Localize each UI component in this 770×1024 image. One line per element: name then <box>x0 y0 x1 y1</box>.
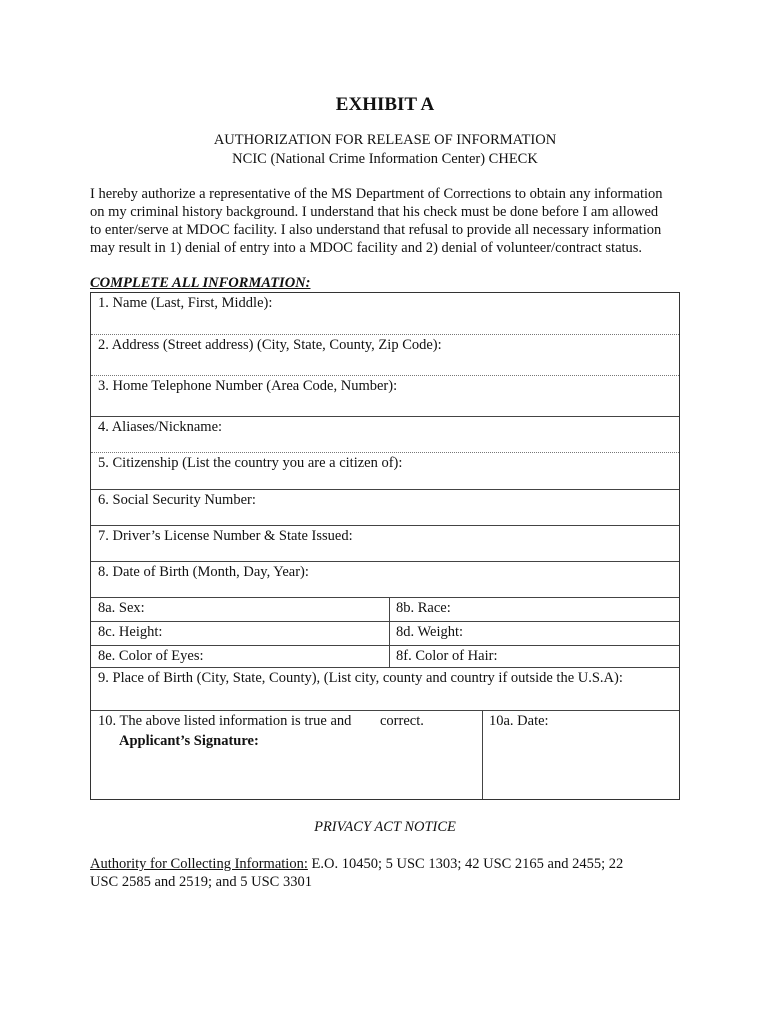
address-field[interactable] <box>91 355 679 375</box>
privacy-act-heading: PRIVACY ACT NOTICE <box>314 819 456 835</box>
authorization-paragraph <box>90 185 690 257</box>
citizenship-row <box>91 453 679 490</box>
ssn-row <box>91 490 679 526</box>
name-label: 1. Name (Last, First, Middle): <box>98 295 273 311</box>
attestation-text: 10. The above listed information is true and <box>98 713 352 729</box>
paragraph-line: may result in 1) denial of entry into a MDOC facility and 2) denial of volunteer/contract status. <box>90 240 643 256</box>
eyes-hair-row <box>91 646 679 668</box>
signature-row <box>91 711 679 799</box>
paragraph-line: to enter/serve at MDOC facility. I also understand that refusal to provide all necessary information <box>90 222 662 238</box>
form-subtitle: AUTHORIZATION FOR RELEASE OF INFORMATION <box>213 132 557 148</box>
authority-label: Authority for Collecting Information: <box>90 856 308 872</box>
citizenship-label: 5. Citizenship (List the country you are a citizen of): <box>98 455 403 471</box>
authority-paragraph <box>90 855 690 891</box>
dob-row <box>91 562 679 598</box>
date-field[interactable] <box>489 733 674 793</box>
citizenship-field[interactable] <box>91 473 679 489</box>
address-row <box>91 335 679 376</box>
hair-label[interactable]: 8f. Color of Hair: <box>396 648 498 664</box>
birthplace-label: 9. Place of Birth (City, State, County), (List city, county and country if outside the U.S.A): <box>98 670 623 686</box>
complete-all-heading: COMPLETE ALL INFORMATION: <box>90 275 311 291</box>
dob-label: 8. Date of Birth (Month, Day, Year): <box>98 564 309 580</box>
ssn-field[interactable] <box>91 510 679 525</box>
aliases-label: 4. Aliases/Nickname: <box>98 419 223 435</box>
address-label: 2. Address (Street address) (City, State, County, Zip Code): <box>98 337 442 353</box>
weight-label[interactable]: 8d. Weight: <box>396 624 464 640</box>
page-title: EXHIBIT A <box>335 94 435 115</box>
race-label[interactable]: 8b. Race: <box>396 600 451 616</box>
ssn-label: 6. Social Security Number: <box>98 492 256 508</box>
birthplace-field[interactable] <box>91 688 679 710</box>
authority-line <box>90 855 690 873</box>
birthplace-row <box>91 668 679 711</box>
license-field[interactable] <box>91 546 679 561</box>
license-label: 7. Driver’s License Number & State Issued: <box>98 528 353 544</box>
attestation-text-end: correct. <box>380 713 424 729</box>
phone-field[interactable] <box>91 396 679 416</box>
signature-field[interactable] <box>99 755 469 795</box>
sex-label[interactable]: 8a. Sex: <box>98 600 145 616</box>
phone-row <box>91 376 679 417</box>
information-form <box>90 292 680 800</box>
height-label[interactable]: 8c. Height: <box>98 624 163 640</box>
aliases-row <box>91 417 679 453</box>
eyes-label[interactable]: 8e. Color of Eyes: <box>98 648 204 664</box>
applicant-signature-label: Applicant’s Signature: <box>119 733 259 749</box>
paragraph-line: I hereby authorize a representative of the MS Department of Corrections to obtain any information <box>90 186 663 202</box>
form-subtitle-ncic: NCIC (National Crime Information Center) CHECK <box>232 151 538 167</box>
dob-field[interactable] <box>91 582 679 597</box>
date-label: 10a. Date: <box>489 713 549 729</box>
paragraph-line: on my criminal history background. I understand that his check must be done before I am allowed <box>90 204 659 220</box>
sex-race-row <box>91 598 679 622</box>
authority-line: USC 2585 and 2519; and 5 USC 3301 <box>90 874 312 890</box>
phone-label: 3. Home Telephone Number (Area Code, Number): <box>98 378 398 394</box>
aliases-field[interactable] <box>91 437 679 452</box>
license-row <box>91 526 679 562</box>
height-weight-row <box>91 622 679 646</box>
name-row <box>91 293 679 335</box>
name-field[interactable] <box>91 313 679 334</box>
authority-text: E.O. 10450; 5 USC 1303; 42 USC 2165 and 2455; 22 <box>307 856 624 872</box>
